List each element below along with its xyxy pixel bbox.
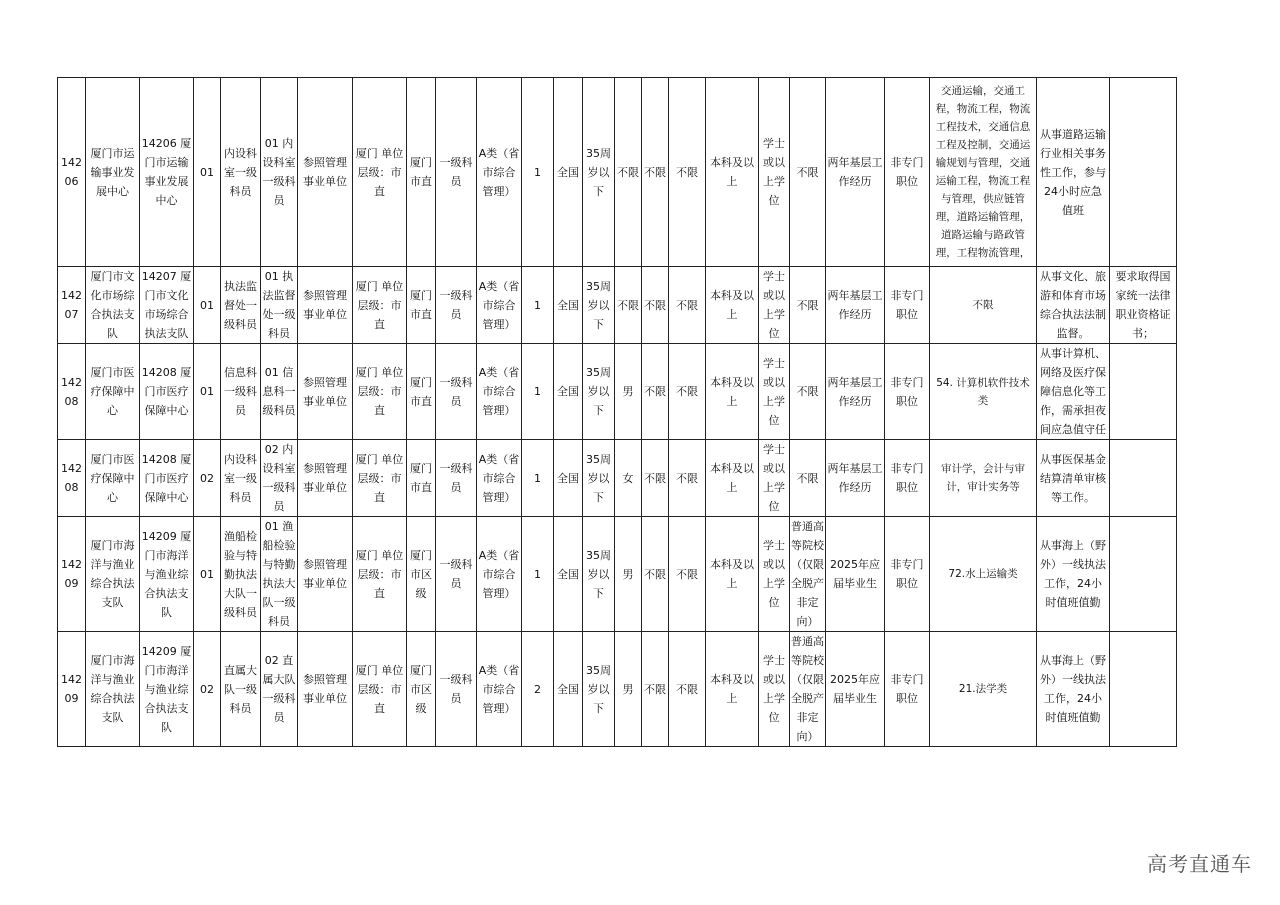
cell-school: 不限: [790, 344, 826, 440]
cell-unit: 厦门市运输事业发展中心: [86, 78, 140, 267]
cell-unit-code: 14208 厦门市医疗保障中心: [140, 344, 194, 440]
cell-region: 厦门市区级: [407, 632, 436, 747]
cell-duty: 从事文化、旅游和体育市场综合执法法制监督。: [1037, 267, 1110, 344]
cell-age: 35周岁以下: [583, 440, 615, 517]
cell-rank: 一级科员: [436, 440, 477, 517]
cell-region: 厦门市区级: [407, 517, 436, 632]
cell-political: 不限: [669, 78, 706, 267]
cell-seq: 14209: [58, 517, 86, 632]
cell-pos-code: 02 内设科室一级科员: [261, 440, 298, 517]
cell-scope: 全国: [554, 632, 583, 747]
cell-school: 普通高等院校（仅限全脱产非定向）: [790, 632, 826, 747]
cell-scope: 全国: [554, 440, 583, 517]
cell-pos-name: 渔船检验与特勤执法大队一级科员: [221, 517, 261, 632]
cell-experience: 2025年应届毕业生: [826, 632, 885, 747]
cell-education: 本科及以上: [706, 632, 759, 747]
cell-seq: 14208: [58, 440, 86, 517]
cell-region: 厦门市直: [407, 267, 436, 344]
cell-rank: 一级科员: [436, 632, 477, 747]
cell-major: 审计学，会计与审计，审计实务等: [930, 440, 1037, 517]
cell-ethnic: 不限: [642, 267, 669, 344]
cell-ethnic: 不限: [642, 517, 669, 632]
cell-level: 厦门 单位层级：市直: [353, 344, 407, 440]
cell-special: 非专门职位: [885, 344, 930, 440]
cell-pos-name: 内设科室一级科员: [221, 78, 261, 267]
cell-level: 厦门 单位层级：市直: [353, 517, 407, 632]
cell-school: 普通高等院校（仅限全脱产非定向）: [790, 517, 826, 632]
cell-degree: 学士或以上学位: [759, 267, 790, 344]
cell-major: 54. 计算机软件技术类: [930, 344, 1037, 440]
cell-rank: 一级科员: [436, 267, 477, 344]
cell-scope: 全国: [554, 517, 583, 632]
cell-level: 厦门 单位层级：市直: [353, 440, 407, 517]
cell-political: 不限: [669, 517, 706, 632]
cell-unit-nature: 参照管理事业单位: [298, 632, 353, 747]
cell-pos-code: 01 渔船检验与特勤执法大队一级科员: [261, 517, 298, 632]
recruitment-table: [57, 77, 1177, 747]
table-row: [58, 267, 1177, 344]
table-row: [58, 344, 1177, 440]
cell-pos-name: 信息科一级科员: [221, 344, 261, 440]
cell-rank: 一级科员: [436, 517, 477, 632]
cell-major: 72.水上运输类: [930, 517, 1037, 632]
cell-ethnic: 不限: [642, 632, 669, 747]
cell-degree: 学士或以上学位: [759, 517, 790, 632]
table-row: [58, 440, 1177, 517]
cell-unit: 厦门市医疗保障中心: [86, 440, 140, 517]
table-row: [58, 517, 1177, 632]
cell-region: 厦门市直: [407, 344, 436, 440]
cell-pos-name: 直属大队一级科员: [221, 632, 261, 747]
cell-experience: 两年基层工作经历: [826, 344, 885, 440]
cell-special: 非专门职位: [885, 267, 930, 344]
cell-degree: 学士或以上学位: [759, 344, 790, 440]
cell-unit-code: 14209 厦门市海洋与渔业综合执法支队: [140, 517, 194, 632]
cell-region: 厦门市直: [407, 78, 436, 267]
cell-scope: 全国: [554, 267, 583, 344]
cell-major: 不限: [930, 267, 1037, 344]
cell-pos-code: 01 内设科室一级科员: [261, 78, 298, 267]
cell-pos-name: 执法监督处一级科员: [221, 267, 261, 344]
cell-remark: [1110, 517, 1177, 632]
cell-pos-no: 02: [194, 440, 221, 517]
cell-education: 本科及以上: [706, 344, 759, 440]
cell-duty: 从事海上（野外）一线执法工作，24小时值班值勤: [1037, 632, 1110, 747]
cell-duty: 从事计算机、网络及医疗保障信息化等工作，需承担夜间应急值守任: [1037, 344, 1110, 440]
cell-ethnic: 不限: [642, 344, 669, 440]
cell-rank: 一级科员: [436, 344, 477, 440]
cell-pos-name: 内设科室一级科员: [221, 440, 261, 517]
cell-duty: 从事医保基金结算清单审核等工作。: [1037, 440, 1110, 517]
cell-gender: 女: [615, 440, 642, 517]
cell-unit-code: 14206 厦门市运输事业发展中心: [140, 78, 194, 267]
cell-unit: 厦门市海洋与渔业综合执法支队: [86, 517, 140, 632]
cell-count: 1: [522, 78, 554, 267]
cell-level: 厦门 单位层级：市直: [353, 632, 407, 747]
cell-scope: 全国: [554, 344, 583, 440]
cell-unit: 厦门市海洋与渔业综合执法支队: [86, 632, 140, 747]
cell-remark: [1110, 632, 1177, 747]
cell-age: 35周岁以下: [583, 78, 615, 267]
cell-political: 不限: [669, 440, 706, 517]
cell-scope: 全国: [554, 78, 583, 267]
cell-gender: 男: [615, 344, 642, 440]
cell-level: 厦门 单位层级：市直: [353, 78, 407, 267]
cell-age: 35周岁以下: [583, 344, 615, 440]
cell-pos-no: 01: [194, 78, 221, 267]
cell-age: 35周岁以下: [583, 267, 615, 344]
cell-unit-nature: 参照管理事业单位: [298, 344, 353, 440]
watermark: 高考直通车: [1147, 852, 1252, 876]
cell-remark: 要求取得国家统一法律职业资格证书；: [1110, 267, 1177, 344]
cell-exam: A类（省市综合管理）: [477, 267, 522, 344]
cell-political: 不限: [669, 632, 706, 747]
cell-gender: 男: [615, 632, 642, 747]
table-row: [58, 78, 1177, 267]
cell-experience: 两年基层工作经历: [826, 78, 885, 267]
cell-special: 非专门职位: [885, 517, 930, 632]
cell-exam: A类（省市综合管理）: [477, 78, 522, 267]
cell-seq: 14207: [58, 267, 86, 344]
cell-education: 本科及以上: [706, 440, 759, 517]
cell-special: 非专门职位: [885, 78, 930, 267]
cell-school: 不限: [790, 267, 826, 344]
cell-seq: 14206: [58, 78, 86, 267]
cell-political: 不限: [669, 344, 706, 440]
cell-count: 2: [522, 632, 554, 747]
cell-rank: 一级科员: [436, 78, 477, 267]
cell-exam: A类（省市综合管理）: [477, 344, 522, 440]
cell-level: 厦门 单位层级：市直: [353, 267, 407, 344]
cell-major: 交通运输，交通工程，物流工程，物流工程技术，交通信息工程及控制，交通运输规划与管理，交通运输工程，物流工程与管理，供应链管理，道路运输管理，道路运输与路政管理，工程物流管理，: [930, 78, 1037, 267]
cell-experience: 2025年应届毕业生: [826, 517, 885, 632]
table-row: [58, 632, 1177, 747]
cell-unit-nature: 参照管理事业单位: [298, 440, 353, 517]
cell-education: 本科及以上: [706, 267, 759, 344]
cell-unit: 厦门市文化市场综合执法支队: [86, 267, 140, 344]
cell-degree: 学士或以上学位: [759, 440, 790, 517]
cell-count: 1: [522, 267, 554, 344]
cell-seq: 14209: [58, 632, 86, 747]
cell-pos-no: 01: [194, 517, 221, 632]
cell-pos-code: 02 直属大队一级科员: [261, 632, 298, 747]
cell-unit-code: 14208 厦门市医疗保障中心: [140, 440, 194, 517]
cell-remark: [1110, 344, 1177, 440]
cell-special: 非专门职位: [885, 632, 930, 747]
cell-gender: 不限: [615, 78, 642, 267]
cell-ethnic: 不限: [642, 78, 669, 267]
cell-gender: 不限: [615, 267, 642, 344]
cell-exam: A类（省市综合管理）: [477, 440, 522, 517]
cell-unit: 厦门市医疗保障中心: [86, 344, 140, 440]
cell-duty: 从事海上（野外）一线执法工作，24小时值班值勤: [1037, 517, 1110, 632]
cell-unit-nature: 参照管理事业单位: [298, 267, 353, 344]
cell-degree: 学士或以上学位: [759, 632, 790, 747]
cell-pos-no: 01: [194, 344, 221, 440]
cell-pos-no: 01: [194, 267, 221, 344]
cell-count: 1: [522, 517, 554, 632]
cell-age: 35周岁以下: [583, 517, 615, 632]
cell-seq: 14208: [58, 344, 86, 440]
cell-ethnic: 不限: [642, 440, 669, 517]
cell-political: 不限: [669, 267, 706, 344]
cell-school: 不限: [790, 440, 826, 517]
cell-remark: [1110, 440, 1177, 517]
cell-experience: 两年基层工作经历: [826, 267, 885, 344]
cell-pos-code: 01 执法监督处一级科员: [261, 267, 298, 344]
cell-count: 1: [522, 440, 554, 517]
cell-count: 1: [522, 344, 554, 440]
cell-unit-nature: 参照管理事业单位: [298, 78, 353, 267]
cell-duty: 从事道路运输行业相关事务性工作，参与24小时应急值班: [1037, 78, 1110, 267]
cell-education: 本科及以上: [706, 517, 759, 632]
cell-pos-no: 02: [194, 632, 221, 747]
cell-major: 21.法学类: [930, 632, 1037, 747]
cell-education: 本科及以上: [706, 78, 759, 267]
cell-pos-code: 01 信息科一级科员: [261, 344, 298, 440]
cell-gender: 男: [615, 517, 642, 632]
cell-experience: 两年基层工作经历: [826, 440, 885, 517]
cell-age: 35周岁以下: [583, 632, 615, 747]
cell-special: 非专门职位: [885, 440, 930, 517]
cell-exam: A类（省市综合管理）: [477, 517, 522, 632]
cell-remark: [1110, 78, 1177, 267]
cell-region: 厦门市直: [407, 440, 436, 517]
cell-school: 不限: [790, 78, 826, 267]
cell-unit-nature: 参照管理事业单位: [298, 517, 353, 632]
cell-unit-code: 14207 厦门市文化市场综合执法支队: [140, 267, 194, 344]
cell-unit-code: 14209 厦门市海洋与渔业综合执法支队: [140, 632, 194, 747]
cell-degree: 学士或以上学位: [759, 78, 790, 267]
cell-exam: A类（省市综合管理）: [477, 632, 522, 747]
